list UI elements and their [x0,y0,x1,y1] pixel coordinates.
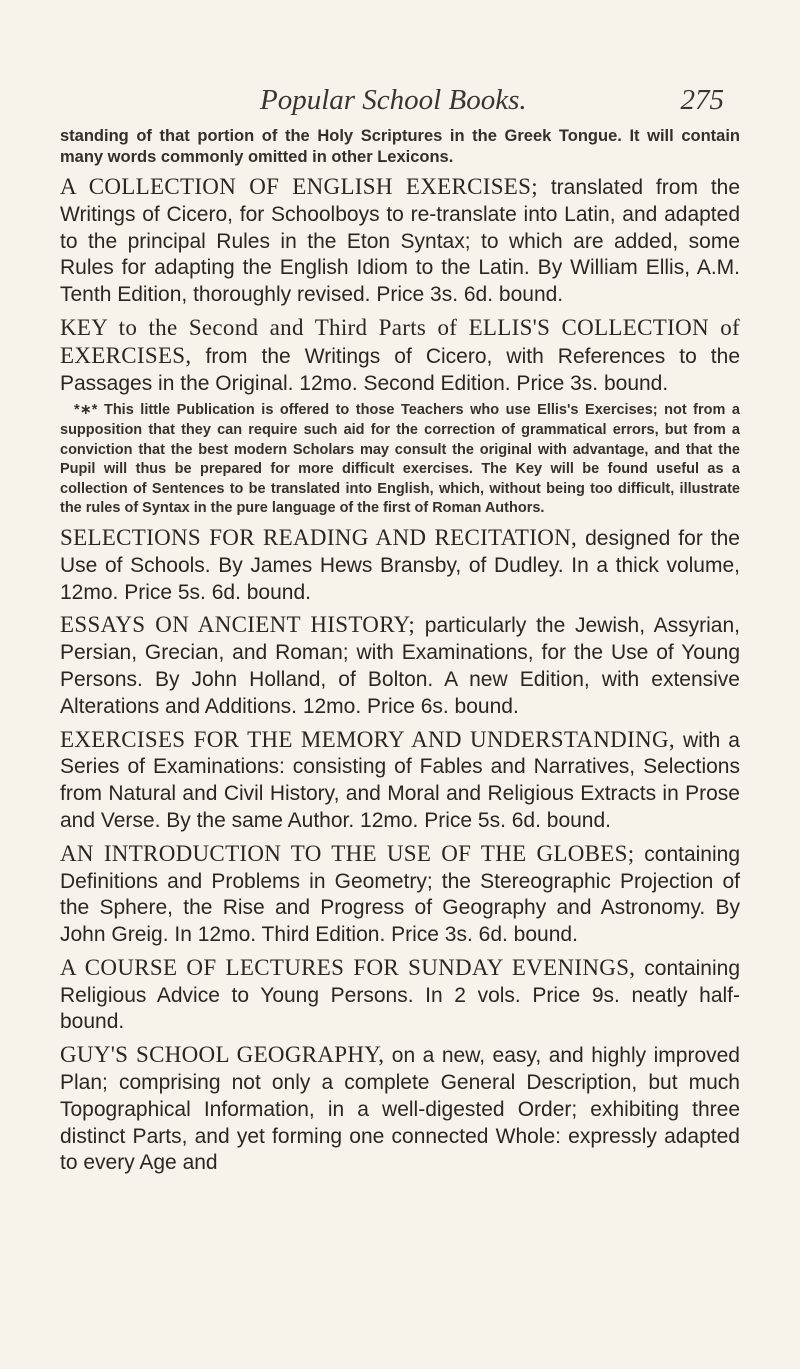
entry-title: A COURSE OF LECTURES FOR SUNDAY EVENINGS, [60,954,636,980]
entry-description: on a new, easy, and highly improved Plan; comprising not only a complete General Description, but much Topographical Information, in a well-digested Order; exhibiting three distinct Parts, and yet forming one connected Whole: expressly adapted to every Age and [60,1044,740,1175]
entry-exercises-memory [60,727,740,835]
entry-title: SELECTIONS FOR READING AND RECITATION, [60,524,578,550]
entry-sunday-lectures [60,955,740,1036]
entry-title: EXERCISES FOR THE MEMORY AND UNDERSTANDING, [60,726,675,752]
running-head [60,64,740,126]
footnote-ellis-key: *∗* This little Publication is offered to those Teachers who use Ellis's Exercises; not from a supposition that they can require such aid for the correction of grammatical errors, but from a conviction that the best modern Scholars may consult the original with advantage, and that the Pupil will thus be prepared for more difficult exercises. The Key will be found useful as a collection of Sentences to be translated into English, which, without being too difficult, illustrate the rules of Syntax in the pure language of the first of Roman Authors. [60,402,740,517]
entry-description: particularly the Jewish, Assyrian, Persian, Grecian, and Roman; with Examinations, for the Use of Young Persons. By John Holland, of Bolton. A new Edition, with extensive Alterations and Additions. 12mo. Price 6s. bound. [60,614,741,718]
entry-key-to-ellis [60,315,740,397]
entry-guys-geography [60,1042,740,1177]
entry-description: designed for the Use of Schools. By James Hews Bransby, of Dudley. In a thick volume, 12mo. Price 5s. 6d. bound. [60,526,740,604]
entry-title: A COLLECTION OF ENGLISH EXERCISES; [60,174,538,199]
body-text [60,126,740,1177]
running-head-title: Popular School Books. [260,84,527,116]
entry-description: from the Writings of Cicero, with References to the Passages in the Original. 12mo. Second Edition. Price 3s. bound. [60,344,740,395]
entry-title: GUY'S SCHOOL GEOGRAPHY, [60,1042,385,1068]
entry-english-exercises [60,174,740,309]
entry-title: AN INTRODUCTION TO THE USE OF THE GLOBES; [60,840,635,866]
continuation-paragraph: standing of that portion of the Holy Scriptures in the Greek Tongue. It will contain many words commonly omitted in other Lexicons. [60,127,740,166]
entry-title: ESSAYS ON ANCIENT HISTORY; [60,612,416,638]
page-number: 275 [680,84,724,116]
entry-description: with a Series of Examinations: consisting of Fables and Narratives, Selections from Natural and Civil History, and Moral and Religious Extracts in Prose and Verse. By the same Author. 12mo. Price 5s. 6d. bound. [60,728,740,832]
entry-use-of-globes [60,841,740,949]
entry-description: containing Definitions and Problems in Geometry; the Stereographic Projection of the Sphere, the Rise and Progress of Geography and Astronomy. By John Greig. In 12mo. Third Edition. Price 3s. 6d. bound. [60,842,741,947]
entry-description: translated from the Writings of Cicero, for Schoolboys to re-translate into Latin, and adapted to the principal Rules in the Eton Syntax; to which are added, some Rules for adapting the English Idiom to the Latin. By William Ellis, A.M. Tenth Edition, thoroughly revised. Price 3s. 6d. bound. [60,176,741,307]
entry-description: containing Religious Advice to Young Persons. In 2 vols. Price 9s. neatly half-bound. [60,956,741,1034]
entry-selections-reading [60,525,740,606]
entry-essays-ancient-history [60,612,740,720]
entry-title: KEY to the Second and Third Parts of ELLIS'S COLLECTION of EXERCISES, [60,314,740,368]
